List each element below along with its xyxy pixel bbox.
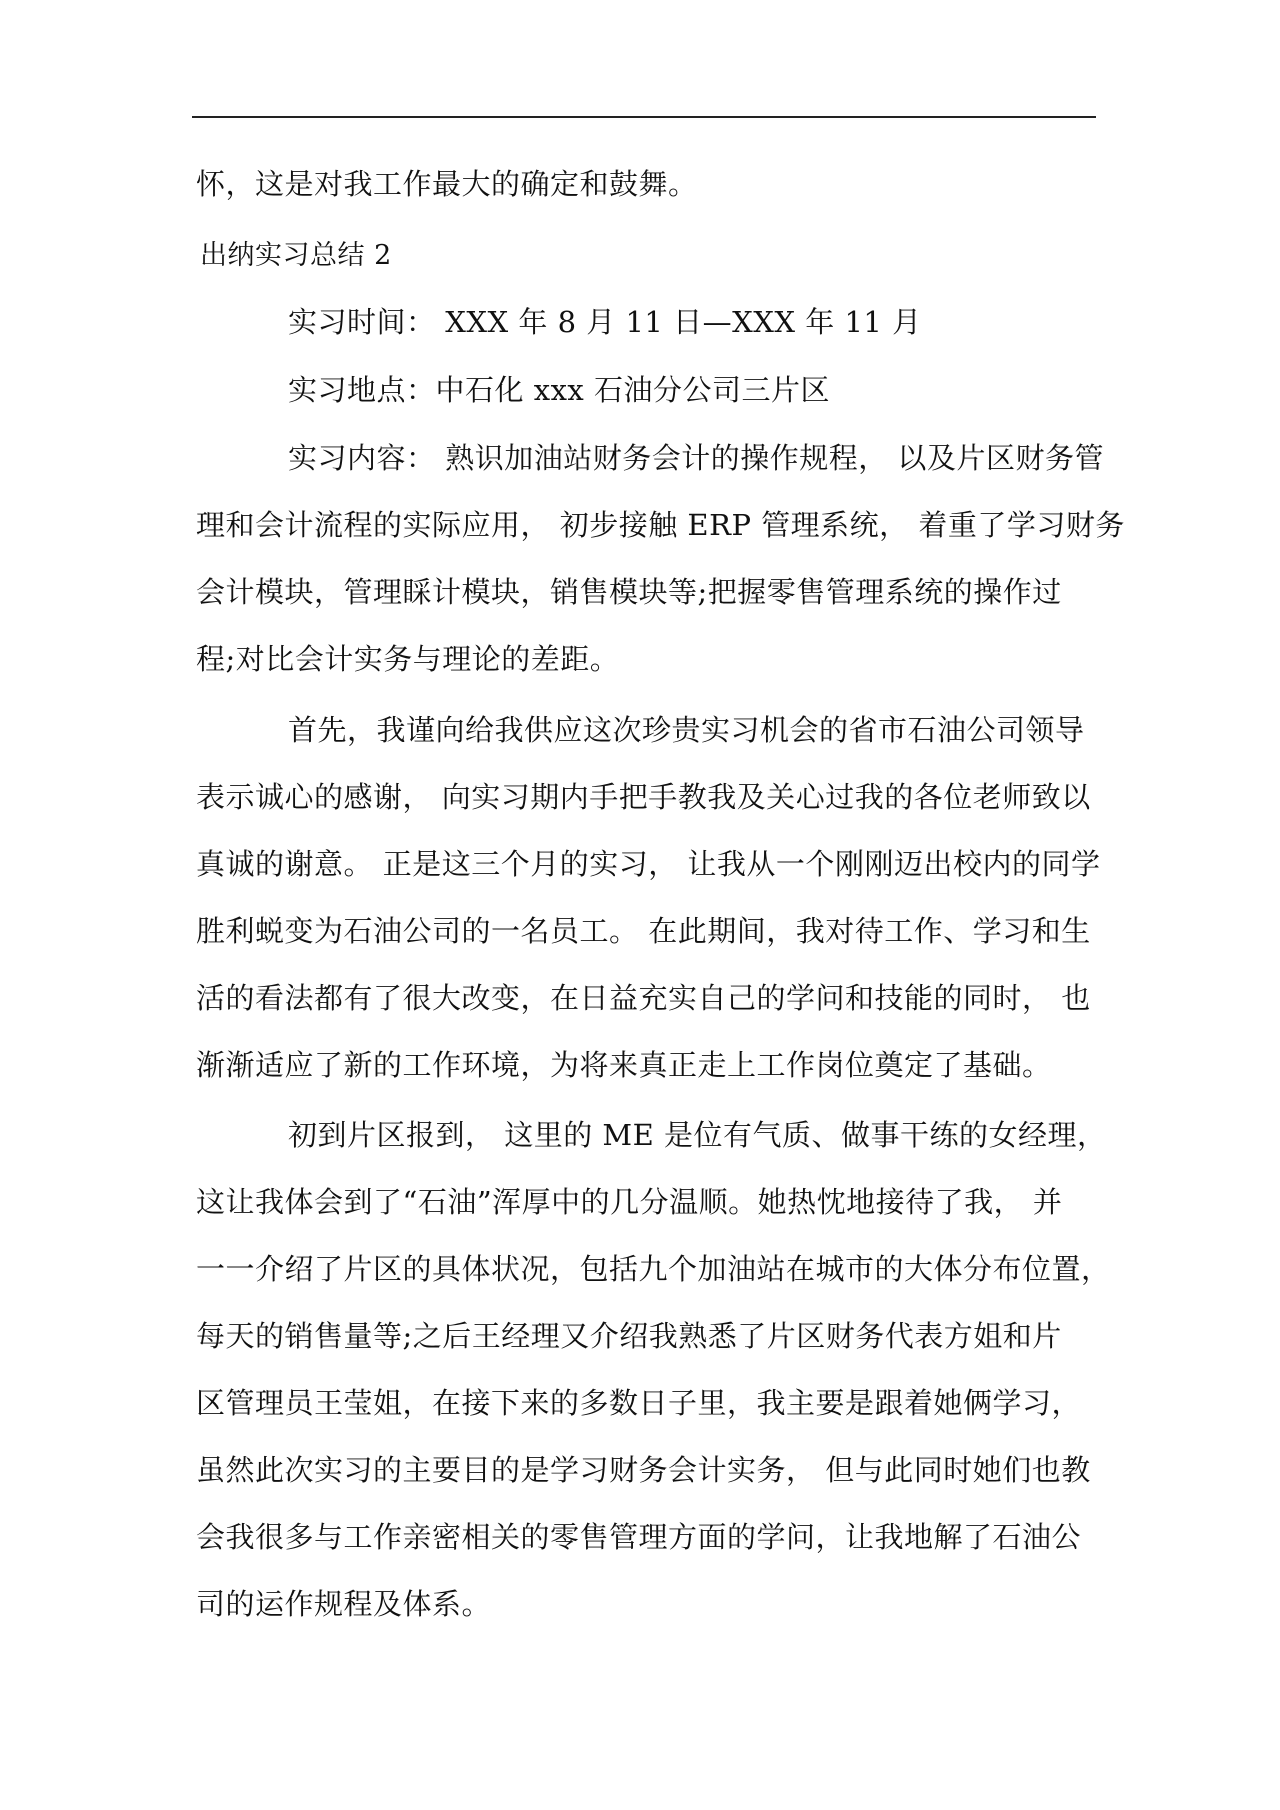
- paragraph-3-line-5: 区管理员王莹姐，在接下来的多数日子里，我主要是跟着她俩学习，: [196, 1386, 1082, 1420]
- internship-content-line-3: 会计模块，管理睬计模块，销售模块等;把握零售管理系统的操作过: [196, 575, 1062, 609]
- header-rule: [192, 116, 1096, 118]
- internship-time: 实习时间： XXX 年 8 月 11 日—XXX 年 11 月: [288, 305, 922, 339]
- section-heading: 出纳实习总结 2: [200, 240, 392, 271]
- paragraph-3-line-4: 每天的销售量等;之后王经理又介绍我熟悉了片区财务代表方姐和片: [196, 1319, 1062, 1353]
- text-line-1: 怀，这是对我工作最大的确定和鼓舞。: [196, 167, 698, 201]
- paragraph-2-line-4: 胜利蜕变为石油公司的一名员工。 在此期间，我对待工作、学习和生: [196, 914, 1091, 948]
- internship-content-line-4: 程;对比会计实务与理论的差距。: [196, 642, 620, 676]
- paragraph-3-line-1: 初到片区报到， 这里的 ME 是位有气质、做事干练的女经理，: [288, 1118, 1107, 1152]
- internship-content-line-2: 理和会计流程的实际应用， 初步接触 ERP 管理系统， 着重了学习财务: [196, 508, 1125, 542]
- paragraph-2-line-6: 渐渐适应了新的工作环境，为将来真正走上工作岗位奠定了基础。: [196, 1048, 1052, 1082]
- paragraph-3-line-6: 虽然此次实习的主要目的是学习财务会计实务， 但与此同时她们也教: [196, 1453, 1091, 1487]
- paragraph-2-line-2: 表示诚心的感谢， 向实习期内手把手教我及关心过我的各位老师致以: [196, 780, 1091, 814]
- paragraph-2-line-1: 首先，我谨向给我供应这次珍贵实习机会的省市石油公司领导: [288, 713, 1085, 747]
- internship-location: 实习地点：中石化 xxx 石油分公司三片区: [288, 373, 831, 407]
- paragraph-3-line-2: 这让我体会到了“石油”浑厚中的几分温顺。她热忱地接待了我， 并: [196, 1185, 1063, 1219]
- paragraph-2-line-3: 真诚的谢意。 正是这三个月的实习， 让我从一个刚刚迈出校内的同学: [196, 847, 1101, 881]
- internship-content-line-1: 实习内容： 熟识加油站财务会计的操作规程， 以及片区财务管: [288, 441, 1104, 475]
- paragraph-2-line-5: 活的看法都有了很大改变，在日益充实自己的学问和技能的同时， 也: [196, 981, 1091, 1015]
- paragraph-3-line-8: 司的运作规程及体系。: [196, 1587, 492, 1621]
- paragraph-3-line-3: 一一介绍了片区的具体状况，包括九个加油站在城市的大体分布位置，: [196, 1252, 1111, 1286]
- paragraph-3-line-7: 会我很多与工作亲密相关的零售管理方面的学问，让我地解了石油公: [196, 1520, 1082, 1554]
